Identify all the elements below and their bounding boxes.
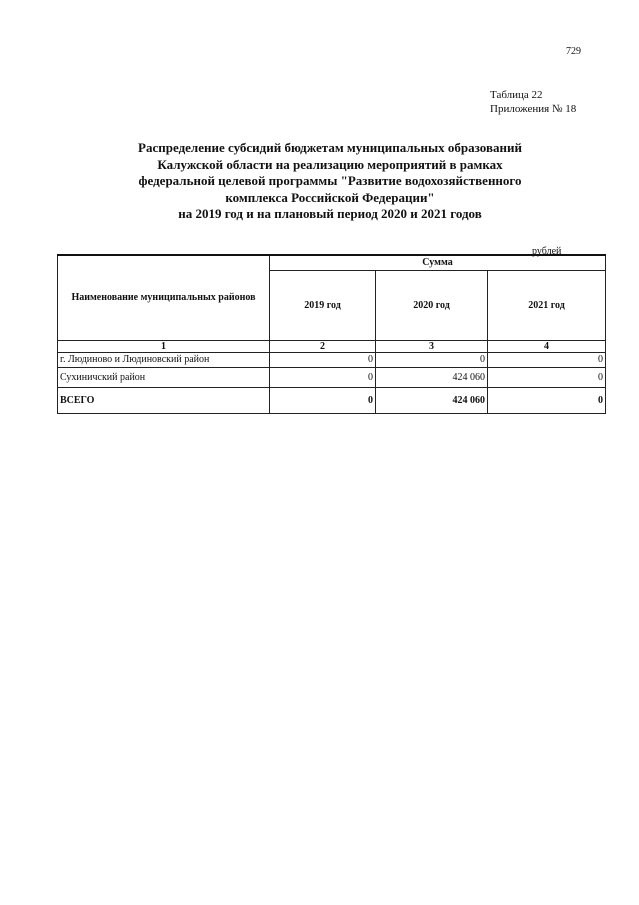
table-row [58, 352, 606, 367]
index-cell: 2 [270, 340, 376, 352]
row-value-2019: 0 [270, 352, 376, 367]
index-cell: 3 [376, 340, 488, 352]
index-cell: 4 [488, 340, 606, 352]
total-value-2020: 424 060 [376, 387, 488, 413]
title-line-3: федеральной целевой программы "Развитие водохозяйственного [138, 173, 522, 188]
row-value-2019: 0 [270, 367, 376, 387]
title-line-5: на 2019 год и на плановый период 2020 и 2021 годов [178, 206, 482, 221]
header-sum-group: Сумма [270, 255, 606, 270]
title-line-4: комплекса Российской Федерации" [225, 189, 435, 205]
total-value-2021: 0 [488, 387, 606, 413]
total-value-2019: 0 [270, 387, 376, 413]
total-label: ВСЕГО [58, 387, 270, 413]
index-cell: 1 [58, 340, 270, 352]
title-line-1: Распределение субсидий бюджетам муниципальных образований [138, 140, 522, 155]
row-name: Сухиничский район [58, 367, 270, 387]
row-value-2020: 424 060 [376, 367, 488, 387]
total-row [58, 387, 606, 413]
document-title [100, 140, 560, 223]
header-name-column: Наименование муниципальных районов [58, 255, 270, 340]
header-year-2021: 2021 год [488, 270, 606, 340]
subsidy-table [57, 254, 606, 414]
header-year-2020: 2020 год [376, 270, 488, 340]
units-label: рублей [532, 246, 562, 257]
row-value-2021: 0 [488, 352, 606, 367]
table-row [58, 367, 606, 387]
row-name: г. Людиново и Людиновский район [58, 352, 270, 367]
table-number: Таблица 22 [490, 89, 543, 101]
appendix-number: Приложения № 18 [490, 103, 577, 115]
page-number: 729 [566, 46, 581, 57]
header-year-2019: 2019 год [270, 270, 376, 340]
index-row [58, 340, 606, 352]
table-reference [490, 88, 576, 116]
row-value-2020: 0 [376, 352, 488, 367]
row-value-2021: 0 [488, 367, 606, 387]
title-line-2: Калужской области на реализацию мероприятий в рамках [157, 156, 503, 172]
